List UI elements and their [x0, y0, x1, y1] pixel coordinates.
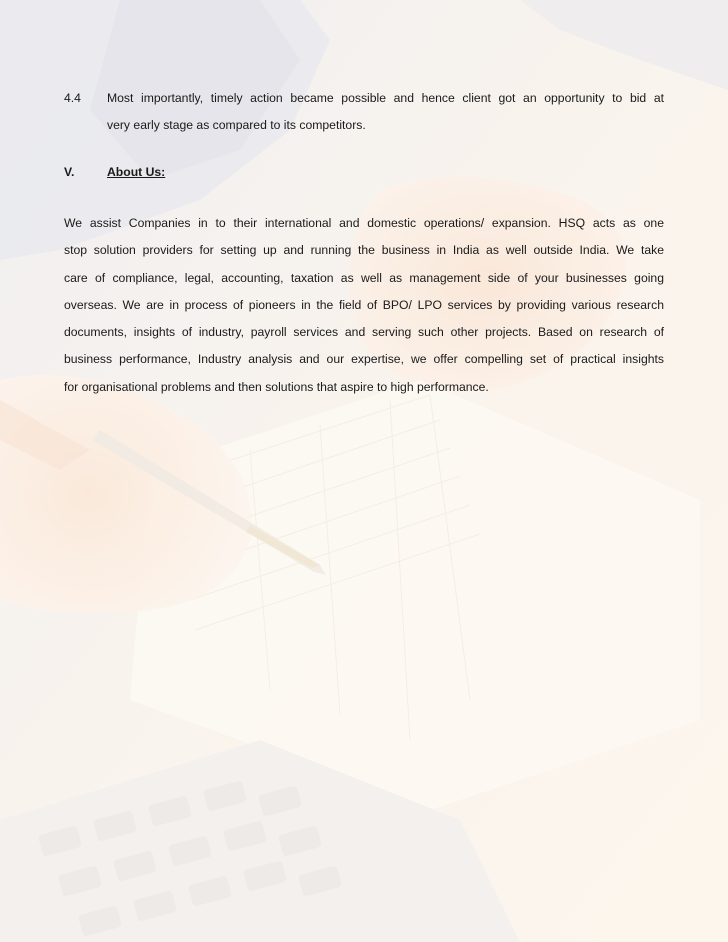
- about-paragraph: [64, 210, 664, 401]
- item-text: [107, 85, 664, 139]
- paragraph-line: We assist Companies in to their international and domestic operations/ expansion. HSQ acts as one: [64, 216, 664, 230]
- paragraph-line: business performance, Industry analysis and our expertise, we offer compelling set of practical insights: [64, 352, 664, 367]
- item-line: very early stage as compared to its competitors.: [107, 118, 366, 132]
- paragraph-line: documents, insights of industry, payroll services and serving such other projects. Based on research of: [64, 325, 664, 340]
- paragraph-line: for organisational problems and then solutions that aspire to high performance.: [64, 379, 489, 394]
- section-title: About Us:: [107, 165, 166, 179]
- item-line: Most importantly, timely action became possible and hence client got an opportunity to bid at: [107, 91, 664, 105]
- numbered-item: [64, 85, 664, 145]
- paragraph-line: care of compliance, legal, accounting, taxation as well as management side of your businesses going: [64, 270, 664, 285]
- item-number: 4.4: [64, 91, 81, 105]
- paragraph-line: stop solution providers for setting up and running the business in India as well outside India. We take: [64, 243, 664, 258]
- paragraph-line: overseas. We are in process of pioneers in the field of BPO/ LPO services by providing various research: [64, 297, 664, 312]
- section-number: V.: [64, 165, 75, 179]
